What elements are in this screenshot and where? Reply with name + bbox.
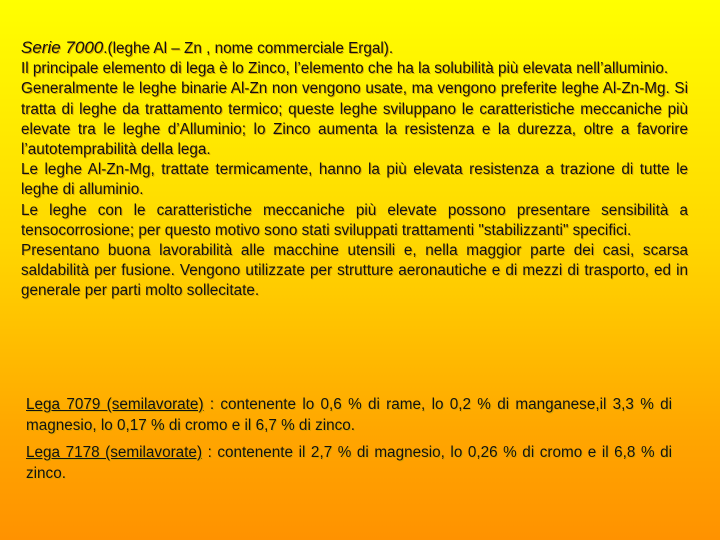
title-dot: .: [103, 40, 108, 57]
alloy-text-7079: : contenente lo 0,6 % di rame, lo 0,2 % di manganese,il 3,3 % di magnesio, lo 0,17 % di cromo e il 6,7 % di zinco.: [26, 396, 673, 434]
title-paren: (leghe Al – Zn: [107, 40, 202, 57]
paragraph-solubility: Il principale elemento di lega è lo Zinco, l’elemento che ha la solubilità più elevata nell’alluminio.: [21, 60, 669, 78]
alloy-text-7178: : contenente il 2,7 % di magnesio, lo 0,26 % di cromo e il 6,8 % di zinco.: [26, 444, 673, 482]
title-series: Serie 7000: [21, 38, 104, 57]
alloy-label-7178: Lega 7178 (semilavorate): [26, 444, 203, 461]
paragraph-machinability: Presentano buona lavorabilità alle macchine utensili e, nella maggior parte dei casi, scarsa saldabilità per fusione. Vengono utilizzate per strutture aeronautiche e di mezzi di trasporto, ed in generale per parti molto sollecitate.: [21, 242, 688, 300]
alloy-item-7079: [26, 394, 672, 436]
slide-title: [21, 38, 688, 59]
alloy-list: [26, 394, 672, 484]
alloy-item-7178: [26, 442, 672, 484]
paragraph-binary-alloys: Generalmente le leghe binarie Al-Zn non vengono usate, ma vengono preferite leghe Al-Zn-Mg. Si tratta di leghe da trattamento termico; queste leghe sviluppano le caratteristiche meccaniche più elevate tra le leghe d’Alluminio; lo Zinco aumenta la resistenza e la durezza, oltre a favorire l’autotemprabilità della lega.: [21, 80, 688, 159]
alloy-label-7079: Lega 7079 (semilavorate): [26, 396, 204, 413]
paragraph-stress-corrosion: Le leghe con le caratteristiche meccaniche più elevate possono presentare sensibilità a tensocorrosione; per questo motivo sono stati sviluppati trattamenti "stabilizzanti" specifici.: [21, 201, 688, 239]
main-text-block: [21, 38, 688, 302]
title-rest: , nome commerciale Ergal).: [201, 40, 394, 57]
paragraph-tensile-strength: Le leghe Al-Zn-Mg, trattate termicamente, hanno la più elevata resistenza a trazione di tutte le leghe di alluminio.: [21, 161, 688, 199]
